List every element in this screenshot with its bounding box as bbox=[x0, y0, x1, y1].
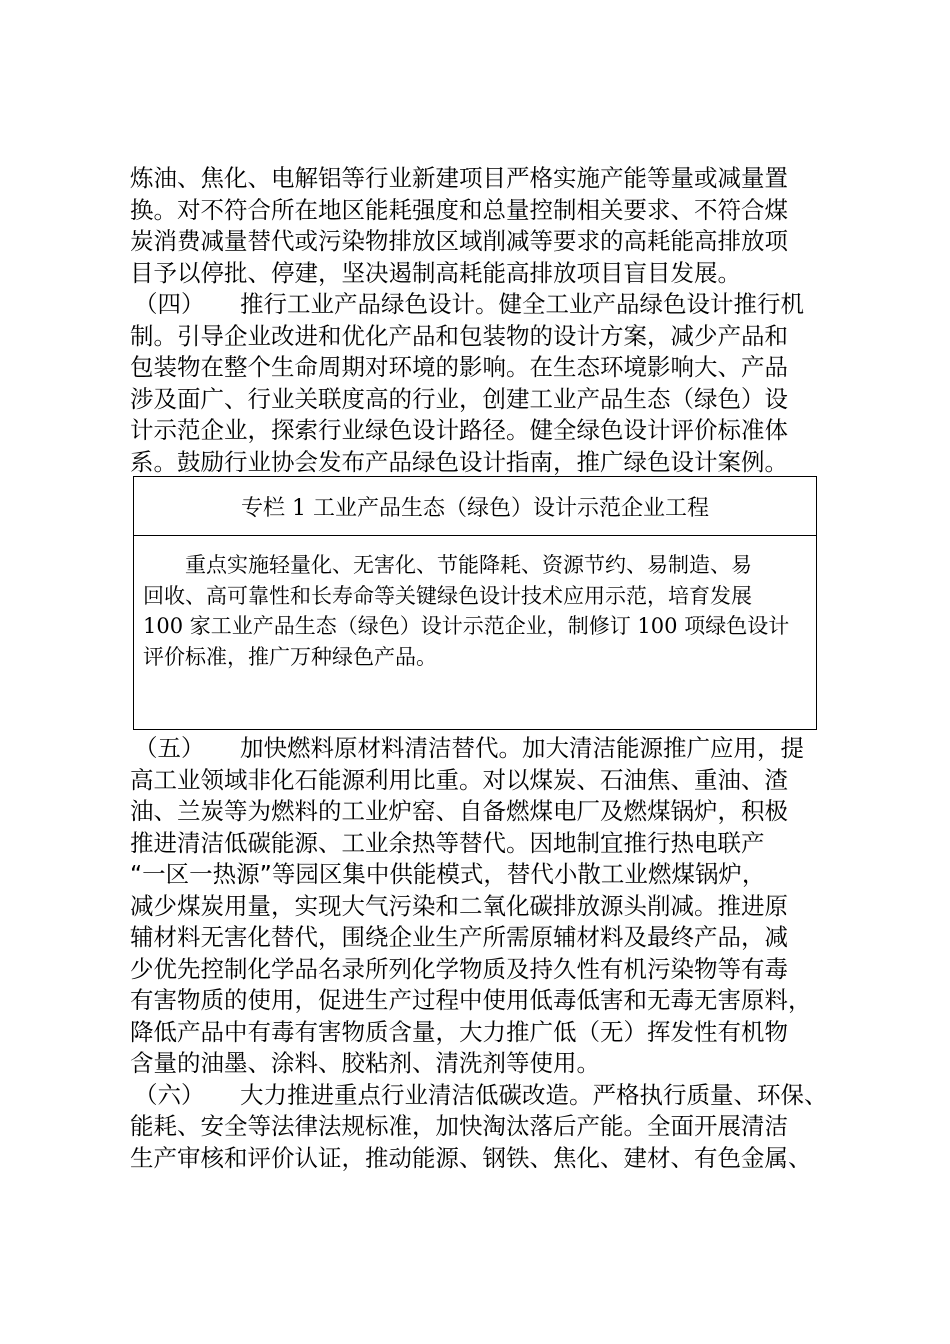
paragraph-line: 炼油、焦化、电解铝等行业新建项目严格实施产能等量或减量置 bbox=[130, 164, 788, 192]
box-line: 评价标准，推广万种绿色产品。 bbox=[143, 644, 437, 669]
paragraph-line: 计示范企业，探索行业绿色设计路径。健全绿色设计评价标准体 bbox=[130, 416, 788, 444]
section-title: 推行工业产品绿色设计。健全工业产品绿色设计推行机 bbox=[240, 290, 804, 318]
paragraph-line: 减少煤炭用量，实现大气污染和二氧化碳排放源头削减。推进原 bbox=[130, 891, 788, 920]
column-box-title: 专栏 1 工业产品生态（绿色）设计示范企业工程 bbox=[134, 477, 816, 536]
paragraph-line: 有害物质的使用，促进生产过程中使用低毒低害和无毒无害原料， bbox=[130, 986, 812, 1014]
paragraph-line: 降低产品中有毒有害物质含量，大力推广低（无）挥发性有机物 bbox=[130, 1017, 788, 1046]
paragraph-line: 系。鼓励行业协会发布产品绿色设计指南，推广绿色设计案例。 bbox=[130, 447, 788, 476]
section-number: （六） bbox=[134, 1080, 205, 1109]
box-line: 回收、高可靠性和长寿命等关键绿色设计技术应用示范，培育发展 bbox=[143, 583, 752, 608]
paragraph-line: 目予以停批、停建，坚决遏制高耗能高排放项目盲目发展。 bbox=[130, 258, 741, 287]
section-5-heading-line bbox=[130, 733, 830, 765]
text-block-upper bbox=[130, 163, 830, 478]
paragraph-line: 制。引导企业改进和优化产品和包装物的设计方案，减少产品和 bbox=[130, 321, 788, 350]
section-number: （四） bbox=[134, 290, 205, 318]
box-line: 重点实施轻量化、无害化、节能降耗、资源节约、易制造、易 bbox=[185, 553, 752, 577]
paragraph-line: 能耗、安全等法律法规标准，加快淘汰落后产能。全面开展清洁 bbox=[130, 1112, 788, 1140]
section-title: 加快燃料原材料清洁替代。加大清洁能源推广应用，提 bbox=[240, 734, 804, 762]
column-box-body bbox=[134, 536, 816, 672]
paragraph-line: 炭消费减量替代或污染物排放区域削减等要求的高耗能高排放项 bbox=[130, 227, 788, 255]
column-box bbox=[133, 476, 817, 730]
paragraph-line: 辅材料无害化替代，围绕企业生产所需原辅材料及最终产品，减 bbox=[130, 923, 788, 951]
paragraph-line: 少优先控制化学品名录所列化学物质及持久性有机污染物等有毒 bbox=[130, 954, 788, 983]
paragraph-line: 油、兰炭等为燃料的工业炉窑、自备燃煤电厂及燃煤锅炉，积极 bbox=[130, 797, 788, 825]
paragraph-line: 涉及面广、行业关联度高的行业，创建工业产品生态（绿色）设 bbox=[130, 384, 788, 413]
text-block-lower bbox=[130, 733, 830, 1174]
paragraph-line: 生产审核和评价认证，推动能源、钢铁、焦化、建材、有色金属、 bbox=[130, 1143, 812, 1172]
section-6-heading-line bbox=[130, 1080, 830, 1112]
section-title: 大力推进重点行业清洁低碳改造。严格执行质量、环保、 bbox=[240, 1080, 828, 1109]
section-number: （五） bbox=[134, 734, 205, 762]
paragraph-line: “一区一热源”等园区集中供能模式，替代小散工业燃煤锅炉， bbox=[130, 860, 766, 888]
paragraph-line: 包装物在整个生命周期对环境的影响。在生态环境影响大、产品 bbox=[130, 353, 788, 381]
paragraph-line: 换。对不符合所在地区能耗强度和总量控制相关要求、不符合煤 bbox=[130, 195, 788, 224]
section-4-heading-line bbox=[130, 289, 830, 321]
paragraph-line: 高工业领域非化石能源利用比重。对以煤炭、石油焦、重油、渣 bbox=[130, 765, 788, 794]
paragraph-line: 含量的油墨、涂料、胶粘剂、清洗剂等使用。 bbox=[130, 1049, 600, 1077]
paragraph-line: 推进清洁低碳能源、工业余热等替代。因地制宜推行热电联产 bbox=[130, 828, 765, 857]
box-line: 100 家工业产品生态（绿色）设计示范企业，制修订 100 项绿色设计 bbox=[143, 614, 790, 638]
